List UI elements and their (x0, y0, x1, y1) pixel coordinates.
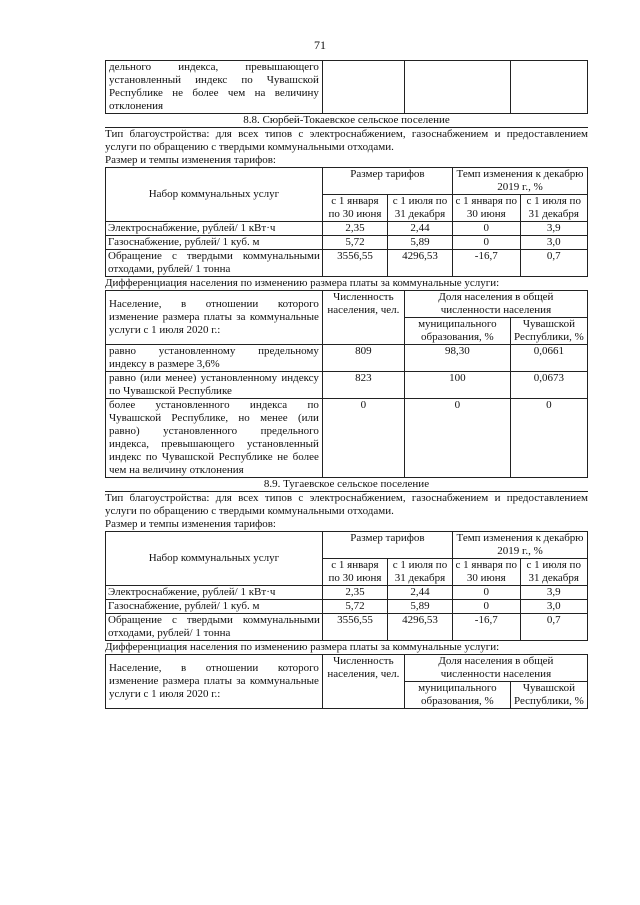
row-label: более установленного индекса по Чувашской Республике, но менее (или равно) установленного предельного индекса, превышающего установленный индекс по Чувашской Республике не более чем на величину отклонения (106, 399, 323, 478)
section-89-title: 8.9. Тугаевское сельское поселение (105, 478, 588, 492)
top-fragment-text: дельного индекса, превышающего установленный индекс по Чувашской Республике не более чем на величину отклонения (106, 61, 323, 114)
row-label: Газоснабжение, рублей/ 1 куб. м (106, 236, 323, 250)
col-population-count: Численность населения, чел. (322, 291, 404, 345)
table-row (106, 600, 588, 614)
cell-value: 0 (453, 236, 520, 250)
sub-municipal: муниципального образования, % (404, 682, 510, 709)
cell-republic: 0,0673 (510, 372, 587, 399)
top-fragment-table (105, 60, 588, 114)
table-row (106, 250, 588, 277)
cell-municipal: 100 (404, 372, 510, 399)
sub-jul-dec: с 1 июля по 31 декабря (387, 195, 452, 222)
cell-value: 3556,55 (322, 250, 387, 277)
cell-value: 2,44 (387, 222, 452, 236)
col-population: Население, в отношении которого изменение размера платы за коммунальные услуги с 1 июля 2020 г.: (106, 655, 323, 709)
row-label: равно (или менее) установленному индексу по Чувашской Республике (106, 372, 323, 399)
cell-value: 3,0 (520, 236, 588, 250)
cell-count: 809 (322, 345, 404, 372)
col-service: Набор коммунальных услуг (106, 532, 323, 586)
sub-municipal: муниципального образования, % (404, 318, 510, 345)
table-row (106, 222, 588, 236)
row-label: Электроснабжение, рублей/ 1 кВт·ч (106, 222, 323, 236)
col-population: Население, в отношении которого изменение размера платы за коммунальные услуги с 1 июля 2020 г.: (106, 291, 323, 345)
row-label: Электроснабжение, рублей/ 1 кВт·ч (106, 586, 323, 600)
cell-count: 823 (322, 372, 404, 399)
row-label: равно установленному предельному индексу в размере 3,6% (106, 345, 323, 372)
sub-jul-dec: с 1 июля по 31 декабря (520, 559, 588, 586)
section-88-improvement-type: Тип благоустройства: для всех типов с электроснабжением, газоснабжением и предоставлением услуги по обращению с твердыми коммунальными отходами. (105, 128, 588, 153)
col-population-share: Доля населения в общей численности населения (404, 291, 587, 318)
cell-value: -16,7 (453, 614, 520, 641)
cell-value: 3,9 (520, 586, 588, 600)
page-number: 71 (314, 38, 326, 52)
col-population-share: Доля населения в общей численности населения (404, 655, 587, 682)
sub-jan-jun: с 1 января по 30 июня (322, 559, 387, 586)
section-88-diff-table (105, 290, 588, 478)
cell-value: 2,35 (322, 586, 387, 600)
cell-value: 0,7 (520, 250, 588, 277)
sub-jan-jun: с 1 января по 30 июня (453, 559, 520, 586)
sub-jul-dec: с 1 июля по 31 декабря (520, 195, 588, 222)
section-88-title: 8.8. Сюрбей-Токаевское сельское поселение (105, 114, 588, 128)
sub-jan-jun: с 1 января по 30 июня (322, 195, 387, 222)
sub-republic: Чувашской Республики, % (510, 682, 587, 709)
row-label: Газоснабжение, рублей/ 1 куб. м (106, 600, 323, 614)
section-89-tariffs-heading: Размер и темпы изменения тарифов: (105, 518, 276, 530)
cell-value: 4296,53 (387, 614, 452, 641)
cell-value: 3556,55 (322, 614, 387, 641)
section-89-diff-table (105, 654, 588, 709)
section-88-tariffs-table (105, 167, 588, 277)
cell-republic: 0,0661 (510, 345, 587, 372)
cell-municipal: 98,30 (404, 345, 510, 372)
col-tariff-size: Размер тарифов (322, 532, 452, 559)
section-88-tariffs-heading: Размер и темпы изменения тарифов: (105, 154, 276, 166)
col-population-count: Численность населения, чел. (322, 655, 404, 709)
sub-republic: Чувашской Республики, % (510, 318, 587, 345)
sub-jul-dec: с 1 июля по 31 декабря (387, 559, 452, 586)
cell-count: 0 (322, 399, 404, 478)
cell-value: 0 (453, 600, 520, 614)
col-service: Набор коммунальных услуг (106, 168, 323, 222)
table-row (106, 614, 588, 641)
section-89-improvement-type: Тип благоустройства: для всех типов с электроснабжением, газоснабжением и предоставлением услуги по обращению с твердыми коммунальными отходами. (105, 492, 588, 517)
cell-value: 5,89 (387, 236, 452, 250)
row-label: Обращение с твердыми коммунальными отходами, рублей/ 1 тонна (106, 614, 323, 641)
col-change-rate: Темп изменения к декабрю 2019 г., % (453, 168, 588, 195)
cell-republic: 0 (510, 399, 587, 478)
cell-value: 0 (453, 222, 520, 236)
cell-value: 5,72 (322, 600, 387, 614)
table-row (106, 345, 588, 372)
table-row (106, 586, 588, 600)
cell-value: 4296,53 (387, 250, 452, 277)
cell-value: 3,0 (520, 600, 588, 614)
cell-value: 2,35 (322, 222, 387, 236)
sub-jan-jun: с 1 января по 30 июня (453, 195, 520, 222)
cell-municipal: 0 (404, 399, 510, 478)
section-89-diff-heading: Дифференциация населения по изменению размера платы за коммунальные услуги: (105, 641, 500, 653)
table-row (106, 372, 588, 399)
section-88-diff-heading: Дифференциация населения по изменению размера платы за коммунальные услуги: (105, 277, 500, 289)
cell-value: 0 (453, 586, 520, 600)
cell-value: 0,7 (520, 614, 588, 641)
cell-value: 3,9 (520, 222, 588, 236)
table-row (106, 236, 588, 250)
table-row (106, 399, 588, 478)
cell-value: 5,72 (322, 236, 387, 250)
cell-value: 5,89 (387, 600, 452, 614)
cell-value: -16,7 (453, 250, 520, 277)
col-tariff-size: Размер тарифов (322, 168, 452, 195)
section-89-tariffs-table (105, 531, 588, 641)
row-label: Обращение с твердыми коммунальными отходами, рублей/ 1 тонна (106, 250, 323, 277)
col-change-rate: Темп изменения к декабрю 2019 г., % (453, 532, 588, 559)
cell-value: 2,44 (387, 586, 452, 600)
document-body (105, 60, 588, 709)
